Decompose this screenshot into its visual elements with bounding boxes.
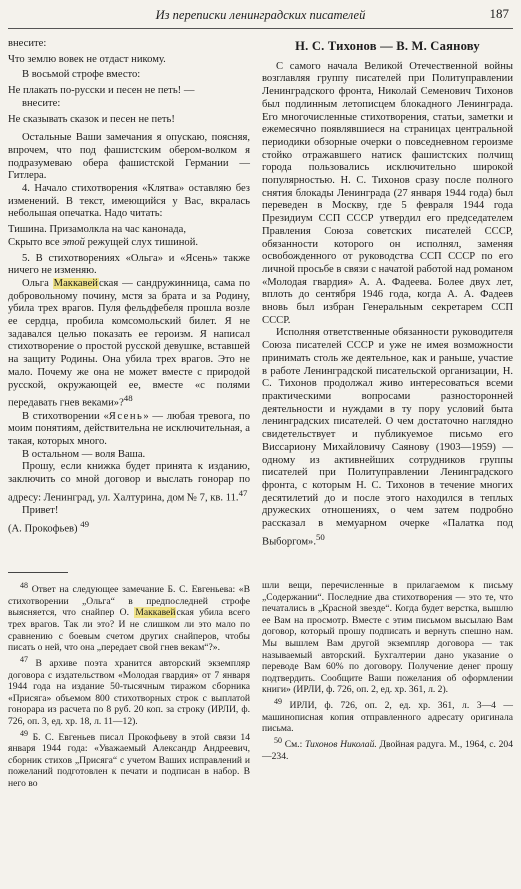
right-column: [262, 38, 513, 626]
verse-line: Не плакать по-русски и песен не петь! —: [8, 85, 195, 97]
footnote-rule: [8, 572, 68, 573]
verse-line: Тишина. Призамолкла на час канонада,: [8, 224, 186, 236]
highlighted-name: Маккавей: [135, 607, 176, 619]
section-title: Н. С. Тихонов — В. М. Саянову: [295, 39, 480, 53]
footnote-ref: 50: [316, 531, 325, 542]
running-header: [8, 6, 513, 29]
signature: (А. Прокофьев) $^{49}$: [8, 518, 90, 535]
footnote-ref: 47: [238, 487, 248, 498]
paragraph: Прошу, если книжка будет принята к изданию, заключить со мной договор и выслать гонорар по адресу: Ленинград, ул. Халтурина, дом № 7, кв. 11.47: [8, 461, 250, 504]
paragraph: С самого начала Великой Отечественной войны возглавляя группу писателей при Политуправлении Ленинградского фронта, Николай Семенович Тихонов был подлинным летописцем блокадного Ленинграда. Его многочисленные стихотворения, статьи, заметки и ежемесячно появлявшиеся на страницах центральной периодики обзорные очерки о повседневном героизме стойко отражавшего натиск фашистских полчищ города пользовались исключительно широкой популярностью. Н. С. Тихонов сразу после полного снятия блокады Ленинграда (27 января 1944 года) был переведен в Москву, где 5 февраля 1944 года Президиум ССП СССР утвердил его председателем Правления Союза советских писателей СССР, обязанности которого он исполнял, заменяя освобожденного от руководства ССП СССР по его личной просьбе в связи с начатой работой над романом «Молодая гвардия» А. А. Фадеева. Более двух лет, вплоть до сентября 1946 года, когда А. А. Фадеев вновь был избран Генеральным секретарем ССП СССР.: [262, 60, 513, 326]
paragraph: Остальные Ваши замечания я опускаю, поясняя, впрочем, что под фашистским обером-волком я подразумеваю обера фашистской Германии — Гитлера.: [8, 132, 250, 182]
paragraph: 4. Начало стихотворения «Клятва» оставляю без изменений. В текст, имеющийся у Вас, вкралась небольшая опечатка. Надо читать:: [8, 183, 250, 220]
instruction-line: В восьмой строфе вместо:: [22, 69, 141, 81]
paragraph: Исполняя ответственные обязанности руководителя Союза писателей СССР и уже не имея возможности принимать столь же деятельное, как и раньше, участие в работе Ленинградской писательской организации, Н. С. Тихонов продолжал живо интересоваться всеми практическими вопросами разносторонней деятельности и нуждами в ту пору условий быта ленинградских писателей. О чем достаточно наглядно свидетельствует и публикуемое письмо его Виссариону Михайловичу Саянову (1903—1959) — одному из активнейших сотрудников группы писателей при Политуправлении Ленинградского фронта, с которым Н. С. Тихонов в течение многих десятилетий до и после этого находился в теплых дружеских отношениях, о чем затем подробно рассказал в мемуарном очерке «Палатка под Выборгом».$^{50}$: [262, 327, 513, 548]
footnote: $^{47}$ В архиве поэта хранится авторский экземпляр договора с издательством «Молодая гвардия» от 7 января 1944 года на издание 50-тысячным тиражом сборника «Присяга» объемом 800 стихотворных строк с выплатой гонорара из расчета по 8 руб. 20 коп. за строку (ИРЛИ, ф. 726, оп. 3, ед. хр. 18, л. 11—12).: [8, 654, 250, 727]
highlighted-name: Маккавей: [53, 277, 98, 289]
verse-line: Что землю вовек не отдаст никому.: [8, 53, 166, 65]
footnotes-left: [8, 580, 250, 790]
left-column: [8, 38, 250, 536]
greeting: Привет!: [22, 504, 59, 516]
verse-line: Скрыто все этой режущей слух тишиной.: [8, 236, 199, 248]
running-title: Из переписки ленинградских писателей: [155, 8, 366, 22]
footnote: $^{49}$ Б. С. Евгеньев писал Прокофьеву в этой связи 14 января 1944 года: «Уважаемый Александр Андреевич, сборник стихов „Присяга“ с учетом Ваших исправлений и пожеланий подготовлен к печати и подписан в набор. В него во: [8, 728, 250, 790]
paragraph: 5. В стихотворениях «Ольга» и «Ясень» также ничего не изменяю.: [8, 252, 250, 277]
page-number: 187: [489, 6, 509, 21]
instruction-line: внесите:: [8, 38, 47, 49]
emphasis: этой: [62, 236, 85, 248]
footnote-continuation: шли вещи, перечисленные в прилагаемом к письму „Содержании“. Последние два стихотворения — это те, что печатались в „Красной звезде“. Когда будет верстка, вышлю ее Вам на просмотр. Вместе с этим письмом высылаю Вам договор, который прошу подписать и вернуть спешно нам. Мы вышлем Вам другой экземпляр договора — так называемый авторский. Бухгалтерии дано указание о переводе Вам 60% по договору. Получение денег прошу подтвердить. Сообщите Ваши пожелания об оформлении книги» (ИРЛИ, ф. 726, оп. 2, ед. хр. 361, л. 2).: [262, 580, 513, 696]
footnote: $^{50}$ См.: Тихонов Николай. Двойная радуга. М., 1964, с. 204—234.: [262, 735, 513, 762]
paragraph: Ольга Маккавейская — сандружинница, сама по добровольному почину, мстя за брата и за Родину, убила трех врагов. Пуля фельдфебеля прошла возле ее сердца, пробила комсомольский билет. Я не задавался целью показать ее героизм. Я написал стихотворение о простой русской девушке, вставшей на защиту Родины. Она убила трех врагов. Это не мало. Почему же она не может вместе с природой русской, окружающей ее, вместе «с полями передавать гнев веками»?$^{48}$: [8, 277, 250, 409]
paragraph: В стихотворении «Ясень» — любая тревога, по моим понятиям, действительна не исключительная, а такая, которых много.: [8, 410, 250, 447]
verse-line: Не сказывать сказок и песен не петь!: [8, 113, 175, 125]
instruction-line: внесите:: [22, 97, 61, 109]
spaced-word: Ясень: [108, 410, 144, 422]
footnote: $^{48}$ Ответ на следующее замечание Б. С. Евгеньева: «В стихотворении „Ольга“ в предпоследней строфе выясняется, что снайпер О. Маккавейская убила всего трех врагов. Так ли это? И не слишком ли это мало по сравнению с боевым счетом других снайперов, чтобы писать о ней, что она „передает свой гнев векам“?».: [8, 581, 250, 654]
emphasis: Тихонов Николай.: [304, 739, 377, 751]
paragraph: В остальном — воля Ваша.: [22, 448, 146, 460]
footnotes-right: [262, 580, 513, 762]
footnote: $^{49}$ ИРЛИ, ф. 726, оп. 2, ед. хр. 361, л. 3—4 — машинописная копия отправленного адресату оригинала письма.: [262, 696, 514, 735]
footnote-ref: 48: [123, 393, 133, 404]
